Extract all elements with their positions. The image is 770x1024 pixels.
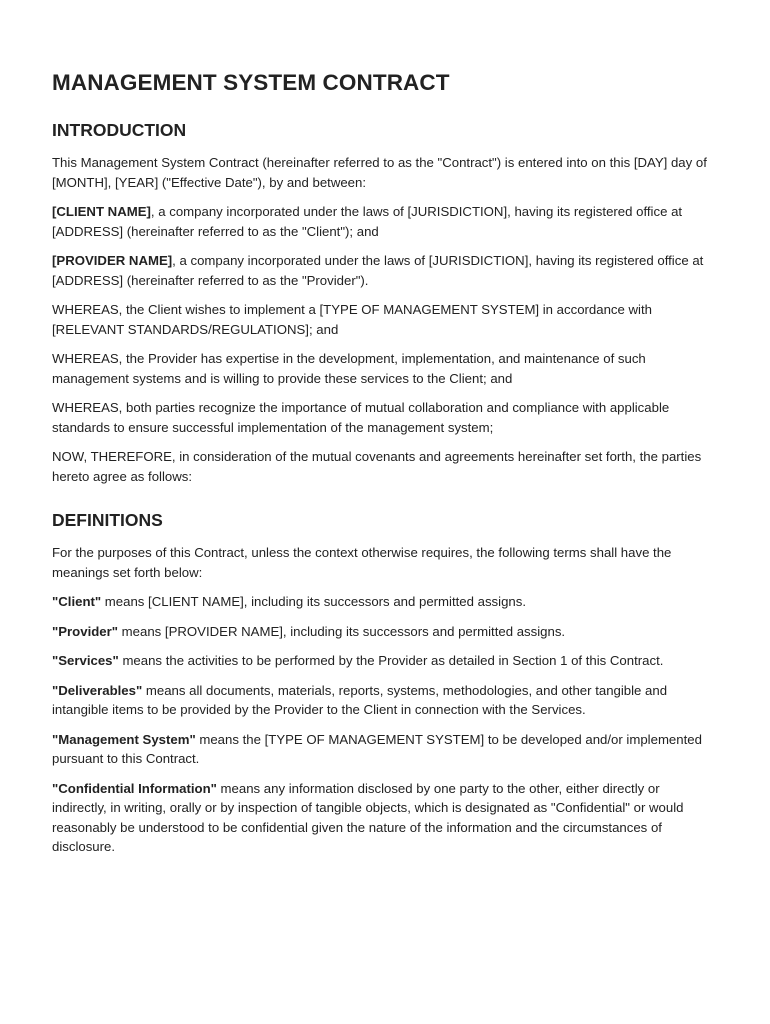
definition-item — [52, 651, 718, 671]
definition-term: "Client" — [52, 594, 102, 609]
introduction-opening: This Management System Contract (hereinafter referred to as the "Contract") is entered into on this [DAY] day of [MONTH], [YEAR] ("Effective Date"), by and between: — [52, 155, 707, 190]
definition-text: means [CLIENT NAME], including its successors and permitted assigns. — [101, 594, 526, 609]
provider-party-paragraph — [52, 251, 718, 290]
definition-item — [52, 779, 718, 857]
client-party-text: , a company incorporated under the laws of [JURISDICTION], having its registered office at [ADDRESS] (hereinafter referred to as the "Client"); and — [52, 204, 683, 239]
definition-term: "Deliverables" — [52, 682, 143, 698]
now-therefore-clause: NOW, THEREFORE, in consideration of the mutual covenants and agreements hereinafter set forth, the parties hereto agree as follows: — [52, 449, 702, 484]
client-party-paragraph — [52, 202, 718, 241]
definition-text: means the [TYPE OF MANAGEMENT SYSTEM] to be developed and/or implemented pursuant to this Contract. — [52, 731, 702, 766]
document-title: MANAGEMENT SYSTEM CONTRACT — [52, 70, 450, 95]
definition-term: "Confidential Information" — [52, 780, 217, 796]
definition-text: means any information disclosed by one party to the other, either directly or indirectly, in writing, orally or by inspection of tangible objects, which is designated as "Confidential" or would reasonably be understood to be confidential given the nature of the information and the circumstances of disclosure. — [52, 780, 684, 854]
whereas-clause: WHEREAS, the Provider has expertise in the development, implementation, and maintenance of such management systems and is willing to provide these services to the Client; and — [52, 351, 646, 386]
whereas-clause: WHEREAS, the Client wishes to implement a [TYPE OF MANAGEMENT SYSTEM] in accordance with [RELEVANT STANDARDS/REGULATIONS]; and — [52, 302, 652, 337]
introduction-heading: INTRODUCTION — [52, 120, 187, 140]
definitions-heading: DEFINITIONS — [52, 510, 163, 530]
definition-text: means the activities to be performed by the Provider as detailed in Section 1 of this Contract. — [118, 653, 664, 668]
whereas-clause: WHEREAS, both parties recognize the importance of mutual collaboration and compliance with applicable standards to ensure successful implementation of the management system; — [52, 400, 670, 435]
definition-item — [52, 592, 718, 612]
definition-item — [52, 681, 718, 720]
definitions-intro: For the purposes of this Contract, unless the context otherwise requires, the following terms shall have the meanings set forth below: — [52, 545, 672, 580]
definition-item — [52, 730, 718, 769]
provider-party-name: [PROVIDER NAME] — [52, 253, 173, 268]
definition-text: means all documents, materials, reports, systems, methodologies, and other tangible and intangible items to be provided by the Provider to the Client in connection with the Services. — [52, 682, 668, 717]
definition-term: "Services" — [52, 653, 119, 668]
definition-item — [52, 622, 718, 642]
definition-term: "Provider" — [52, 623, 119, 639]
definition-term: "Management System" — [52, 731, 196, 747]
client-party-name: [CLIENT NAME] — [52, 204, 151, 219]
definition-text: means [PROVIDER NAME], including its successors and permitted assigns. — [118, 623, 566, 639]
provider-party-text: , a company incorporated under the laws of [JURISDICTION], having its registered office at [ADDRESS] (hereinafter referred to as the "Provider"). — [52, 253, 704, 288]
